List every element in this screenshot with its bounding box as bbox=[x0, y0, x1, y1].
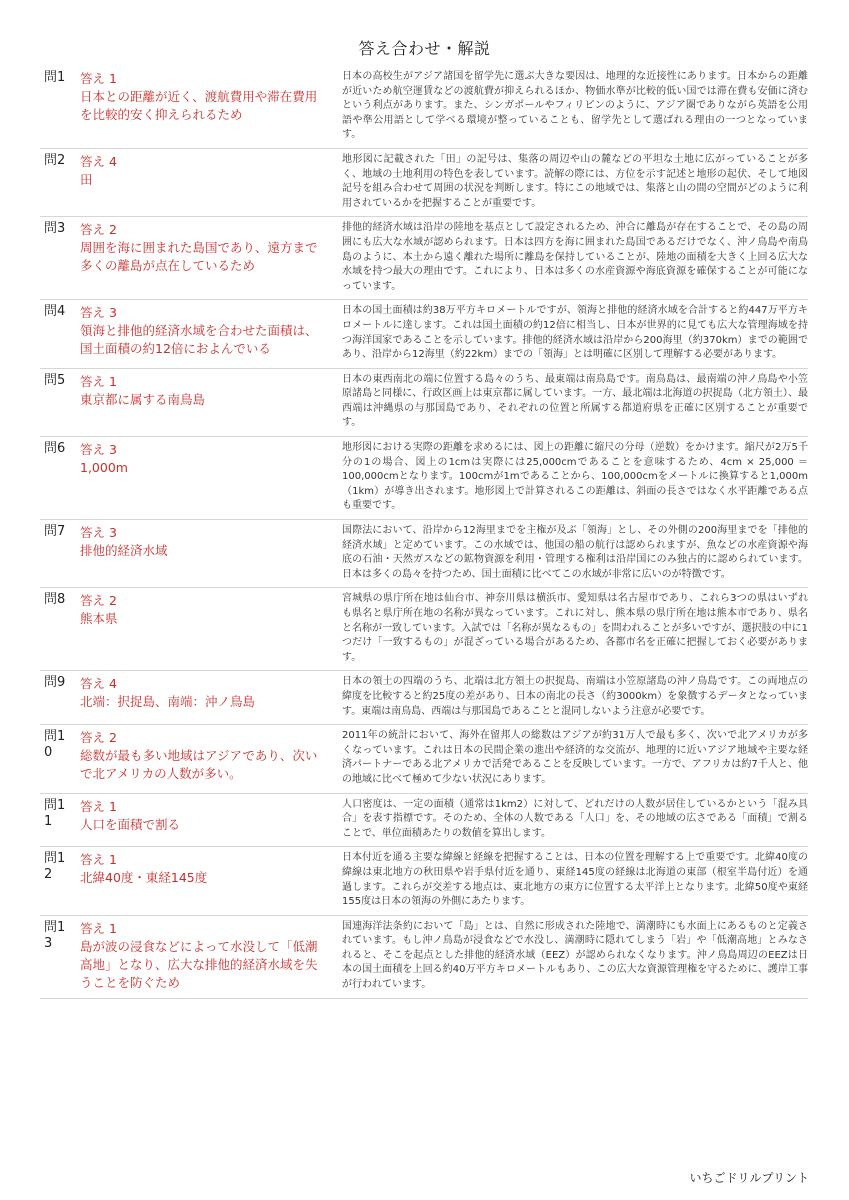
answer-cell bbox=[80, 592, 342, 665]
question-number: 問4 bbox=[44, 304, 66, 320]
answer-row bbox=[40, 671, 808, 725]
explanation-text: 宮城県の県庁所在地は仙台市、神奈川県は横浜市、愛知県は名古屋市であり、これら3つの県はいずれも県名と県庁所在地の名称が異なっています。これに対し、熊本県の県庁所在地は熊本市であり、県名と名称が一致しています。入試では「名称が異なるもの」を問われることが多いですが、選択肢の中に1つだけ「一致するもの」が混ざっている場合があるため、各都市名を正確に把握しておく必要があります。 bbox=[342, 593, 808, 663]
answer-text: 人口を面積で割る bbox=[80, 816, 181, 832]
answer-cell bbox=[80, 851, 342, 909]
answer-text: 総数が最も多い地域はアジアであり、次いで北アメリカの人数が多い。 bbox=[80, 748, 318, 782]
explanation-text: 国際法において、沿岸から12海里までを主権が及ぶ「領海」とし、その外側の200海里までを「排他的経済水域」と定めています。この水域では、他国の船の航行は認められますが、魚などの水産資源や海底の石油・天然ガスなどの鉱物資源を利用・管理する権利は沿岸国にのみ独占的に認められています。日本は多くの島々を持つため、国土面積に比べてこの水域が非常に広いのが特徴です。 bbox=[342, 525, 808, 580]
answer-row bbox=[40, 588, 808, 671]
answer-cell bbox=[80, 221, 342, 294]
answer-label: 答え 1 bbox=[80, 71, 117, 86]
answer-text: 領海と排他的経済水域を合わせた面積は、国土面積の約12倍におよんでいる bbox=[80, 323, 318, 357]
explanation-text: 地形図に記載された「田」の記号は、集落の周辺や山の麓などの平坦な土地に広がっていることが多く、地域の土地利用の特色を表しています。読解の際には、方位を示す記述と地形の起伏、そして地図記号を組み合わせて周囲の状況を判断します。特にこの地域では、集落と山の間の空間がどのように利用されているかを把握することが重要です。 bbox=[342, 153, 808, 209]
answer-cell bbox=[80, 798, 342, 842]
answer-label: 答え 1 bbox=[80, 373, 117, 389]
answer-text: 周囲を海に囲まれた島国であり、遠方まで多くの離島が点在しているため bbox=[80, 240, 318, 274]
answer-text: 北緯40度・東経145度 bbox=[80, 870, 208, 886]
answer-row bbox=[40, 300, 808, 368]
answer-cell bbox=[80, 70, 342, 143]
answer-row bbox=[40, 794, 808, 848]
answer-text: 熊本県 bbox=[80, 611, 118, 627]
question-number: 問3 bbox=[44, 221, 66, 237]
answer-row bbox=[40, 847, 808, 915]
answer-text: 東京都に属する南鳥島 bbox=[80, 391, 206, 407]
question-number: 問13 bbox=[44, 919, 66, 951]
answer-cell bbox=[80, 304, 342, 362]
answer-label: 答え 2 bbox=[80, 730, 117, 746]
answer-text: 北端：択捉島、南端：沖ノ鳥島 bbox=[80, 694, 256, 710]
answer-label: 答え 1 bbox=[80, 798, 117, 814]
question-number: 問10 bbox=[44, 729, 66, 761]
explanation-text: 日本の東西南北の端に位置する島々のうち、最東端は南鳥島です。南鳥島は、最南端の沖ノ鳥島や小笠原諸島と同様に、行政区画上は東京都に属しています。一方、最北端は北海道の択捉島（北方領土）、最西端は沖縄県の与那国島であり、それぞれの位置と所属する都道府県を正確に区別することが重要です。 bbox=[342, 373, 808, 429]
answer-cell bbox=[80, 441, 342, 514]
answer-text: 1,000m bbox=[80, 460, 128, 476]
answer-label: 答え 3 bbox=[80, 305, 117, 321]
answer-label: 答え 2 bbox=[80, 593, 117, 609]
answer-row bbox=[40, 520, 808, 588]
answer-text: 島が波の浸食などによって水没して「低潮高地」となり、広大な排他的経済水域を失うことを防ぐため bbox=[80, 938, 318, 990]
answer-cell bbox=[80, 675, 342, 719]
question-number: 問7 bbox=[44, 524, 66, 540]
answer-cell bbox=[80, 729, 342, 787]
answer-row bbox=[40, 916, 808, 999]
question-number: 問6 bbox=[44, 441, 66, 457]
answer-list bbox=[40, 66, 808, 999]
answer-text: 田 bbox=[80, 171, 93, 187]
question-number: 問5 bbox=[44, 372, 66, 388]
answer-row bbox=[40, 369, 808, 437]
answer-text: 日本との距離が近く、渡航費用や滞在費用を比較的安く抑えられるため bbox=[80, 89, 318, 122]
explanation-text: 日本の国土面積は約38万平方キロメートルですが、領海と排他的経済水域を合計すると約447万平方キロメートルに達します。これは国土面積の約12倍に相当し、日本が世界的に見ても広大な管理海域を持つ海洋国家であることを示しています。排他的経済水域は沿岸から200海里（約370km）までの範囲であり、沿岸から12海里（約22km）までの「領海」とは明確に区別して理解する必要があります。 bbox=[342, 305, 808, 361]
explanation-text: 地形図における実際の距離を求めるには、図上の距離に縮尺の分母（逆数）をかけます。縮尺が2万5千分の1の場合、図上の1cmは実際には25,000cmであることを意味するため、4cm × 25,000 ＝ 100,000cmとなります。100cmが1mであることから、100,000cmをメートルに換算すると1,000m（1km）が導き出されます。地形図上で計算されるこの距離は、斜面の長さではなく水平距離である点も重要です。 bbox=[342, 442, 808, 512]
answer-label: 答え 4 bbox=[80, 676, 117, 692]
answer-row bbox=[40, 725, 808, 793]
explanation-text: 国連海洋法条約において「島」とは、自然に形成された陸地で、満潮時にも水面上にあるものと定義されています。もし沖ノ鳥島が浸食などで水没し、満潮時に隠れてしまう「岩」や「低潮高地」とみなされると、そこを起点とした排他的経済水域（EEZ）が認められなくなります。沖ノ鳥島周辺のEEZは日本の国土面積を上回る約40万平方キロメートルもあり、この広大な資源管理権を守るために、護岸工事が行われています。 bbox=[342, 920, 808, 991]
answer-label: 答え 3 bbox=[80, 442, 117, 458]
answer-row bbox=[40, 437, 808, 520]
explanation-text: 日本の領土の四端のうち、北端は北方領土の択捉島、南端は小笠原諸島の沖ノ鳥島です。この両地点の緯度を比較すると約25度の差があり、日本の南北の長さ（約3000km）を象徴するデータとなっています。東端は南鳥島、西端は与那国島であることと混同しないよう注意が必要です。 bbox=[342, 676, 808, 717]
answer-cell bbox=[80, 153, 342, 211]
explanation-text: 排他的経済水域は沿岸の陸地を基点として設定されるため、沖合に離島が存在することで、その島の周囲にも広大な水域が認められます。日本は四方を海に囲まれた島国であるだけでなく、沖ノ鳥島や南鳥島のように、本土から遠く離れた場所に離島を保持していることが、陸地の面積を大きく上回る広大な水域を持つ最大の理由です。これにより、日本は多くの水産資源や海底資源を確保することが可能になっています。 bbox=[342, 222, 808, 292]
answer-label: 答え 3 bbox=[80, 525, 117, 541]
answer-row bbox=[40, 66, 808, 149]
explanation-text: 2011年の統計において、海外在留邦人の総数はアジアが約31万人で最も多く、次いで北アメリカが多くなっています。これは日本の民間企業の進出や経済的な交流が、地理的に近いアジア地域や主要な経済パートナーである北アメリカで活発であることを反映しています。一方で、アフリカは約7千人と、他の地域に比べて極めて少ない状況にあります。 bbox=[342, 730, 808, 785]
page-title: 答え合わせ・解説 bbox=[358, 39, 491, 58]
answer-label: 答え 4 bbox=[80, 153, 117, 169]
question-number: 問8 bbox=[44, 592, 66, 608]
footer-brand: いちごドリルプリント bbox=[689, 1171, 809, 1185]
question-number: 問12 bbox=[44, 851, 66, 883]
question-number: 問11 bbox=[44, 797, 66, 829]
answer-row bbox=[40, 217, 808, 300]
answer-label: 答え 2 bbox=[80, 222, 117, 238]
answer-label: 答え 1 bbox=[80, 852, 117, 868]
question-number: 問2 bbox=[44, 152, 66, 168]
answer-label: 答え 1 bbox=[80, 920, 117, 936]
answer-cell bbox=[80, 373, 342, 431]
answer-row bbox=[40, 149, 808, 217]
explanation-text: 人口密度は、一定の面積（通常は1km2）に対して、どれだけの人数が居住しているかという「混み具合」を表す指標です。そのため、全体の人数である「人口」を、その地域の広さである「面積」で割ることで、単位面積あたりの数値を算出します。 bbox=[342, 798, 808, 839]
explanation-text: 日本付近を通る主要な緯線と経線を把握することは、日本の位置を理解する上で重要です。北緯40度の緯線は東北地方の秋田県や岩手県付近を通り、東経145度の経線は北海道の東部（根室半島付近）を通過します。これらが交差する地点は、東北地方の東方に位置する太平洋上となります。北緯50度や東経155度は日本の領海の外側にあたります。 bbox=[342, 852, 808, 908]
answer-text: 排他的経済水域 bbox=[80, 543, 168, 559]
answer-cell bbox=[80, 920, 342, 993]
question-number: 問9 bbox=[44, 675, 66, 691]
question-number: 問1 bbox=[44, 70, 66, 85]
answer-cell bbox=[80, 524, 342, 582]
explanation-text: 日本の高校生がアジア諸国を留学先に選ぶ大きな要因は、地理的な近接性にあります。日本からの距離が近いため航空運賃などの渡航費が抑えられるほか、物価水準が比較的低い国では滞在費も安価に済むという利点があります。また、シンガポールやフィリピンのように、アジア圏でありながら英語を公用語や準公用語として学べる環境が整っていることも、留学先として選ばれる理由の一つとなっています。 bbox=[342, 71, 808, 141]
